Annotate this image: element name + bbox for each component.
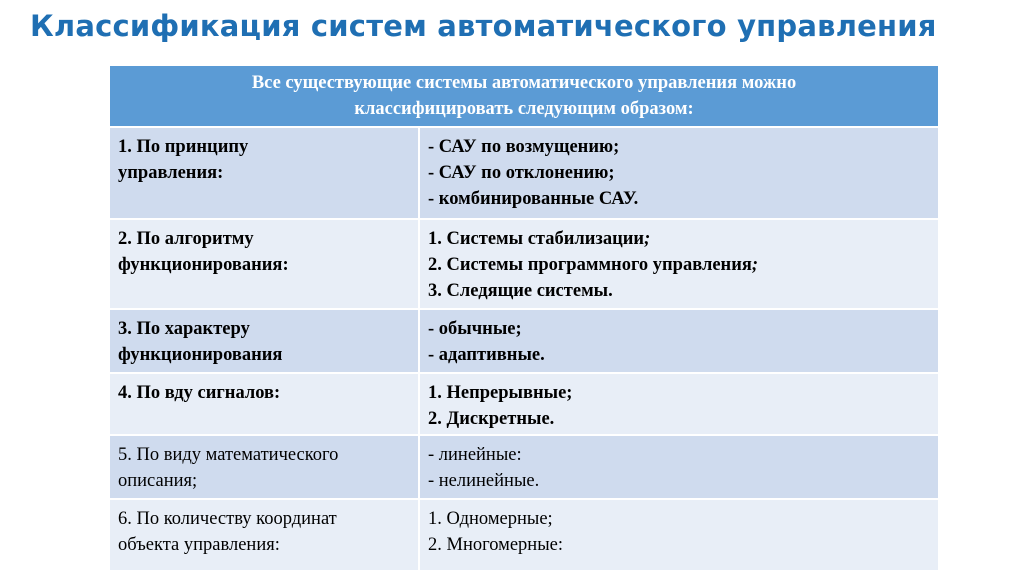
criterion-cell	[109, 435, 419, 499]
page-title: Классификация систем автоматического управления	[30, 9, 937, 43]
items-cell	[419, 435, 939, 499]
table-row	[109, 309, 939, 373]
items-cell	[419, 219, 939, 309]
table-row	[109, 373, 939, 435]
criterion-text: управления:	[118, 163, 224, 183]
item-text: 3. Следящие системы.	[428, 281, 613, 301]
item-text: - САУ по возмущению;	[428, 137, 620, 157]
criterion-text: 6. По количеству координат	[118, 509, 337, 529]
item-text: - линейные:	[428, 445, 522, 465]
criterion-text: 3. По характеру	[118, 319, 250, 339]
criterion-cell	[109, 373, 419, 435]
item-text: 1. Одномерные;	[428, 509, 553, 529]
classification-table	[108, 64, 940, 572]
criterion-text: функционирования:	[118, 255, 289, 275]
criterion-text: объекта управления:	[118, 535, 280, 555]
table-header	[109, 65, 939, 127]
criterion-cell	[109, 219, 419, 309]
header-line: классифицировать следующим образом:	[354, 99, 694, 119]
criterion-text: описания;	[118, 471, 198, 491]
criterion-text: 2. По алгоритму	[118, 229, 254, 249]
criterion-cell	[109, 127, 419, 219]
header-line: Все существующие системы автоматического управления можно	[251, 73, 797, 93]
criterion-cell	[109, 499, 419, 571]
item-text: - САУ по отклонению;	[428, 163, 615, 183]
items-cell	[419, 373, 939, 435]
criterion-cell	[109, 309, 419, 373]
item-line	[428, 278, 932, 304]
table-row	[109, 219, 939, 309]
items-cell	[419, 499, 939, 571]
item-text: - обычные;	[428, 319, 522, 339]
item-text: - нелинейные.	[428, 471, 540, 491]
item-text: 2. Дискретные.	[428, 409, 555, 429]
item-suffix: ;	[751, 255, 759, 275]
criterion-text: функционирования	[118, 345, 283, 365]
items-cell	[419, 127, 939, 219]
table-header-row	[109, 65, 939, 127]
table-row	[109, 499, 939, 571]
items-cell	[419, 309, 939, 373]
item-line	[428, 226, 932, 252]
table-row	[109, 435, 939, 499]
item-text: 1. Системы стабилизации	[428, 229, 645, 249]
item-text: - комбинированные САУ.	[428, 189, 639, 209]
criterion-text: 5. По виду математического	[118, 445, 339, 465]
item-line	[428, 252, 932, 278]
item-text: 2. Системы программного управления	[428, 255, 752, 275]
criterion-text: 4. По вду сигналов:	[118, 383, 281, 403]
item-text: 2. Многомерные:	[428, 535, 563, 555]
criterion-text: 1. По принципу	[118, 137, 249, 157]
item-text: 1. Непрерывные;	[428, 383, 573, 403]
item-suffix: ;	[644, 229, 651, 249]
item-text: - адаптивные.	[428, 345, 545, 365]
table-row	[109, 127, 939, 219]
